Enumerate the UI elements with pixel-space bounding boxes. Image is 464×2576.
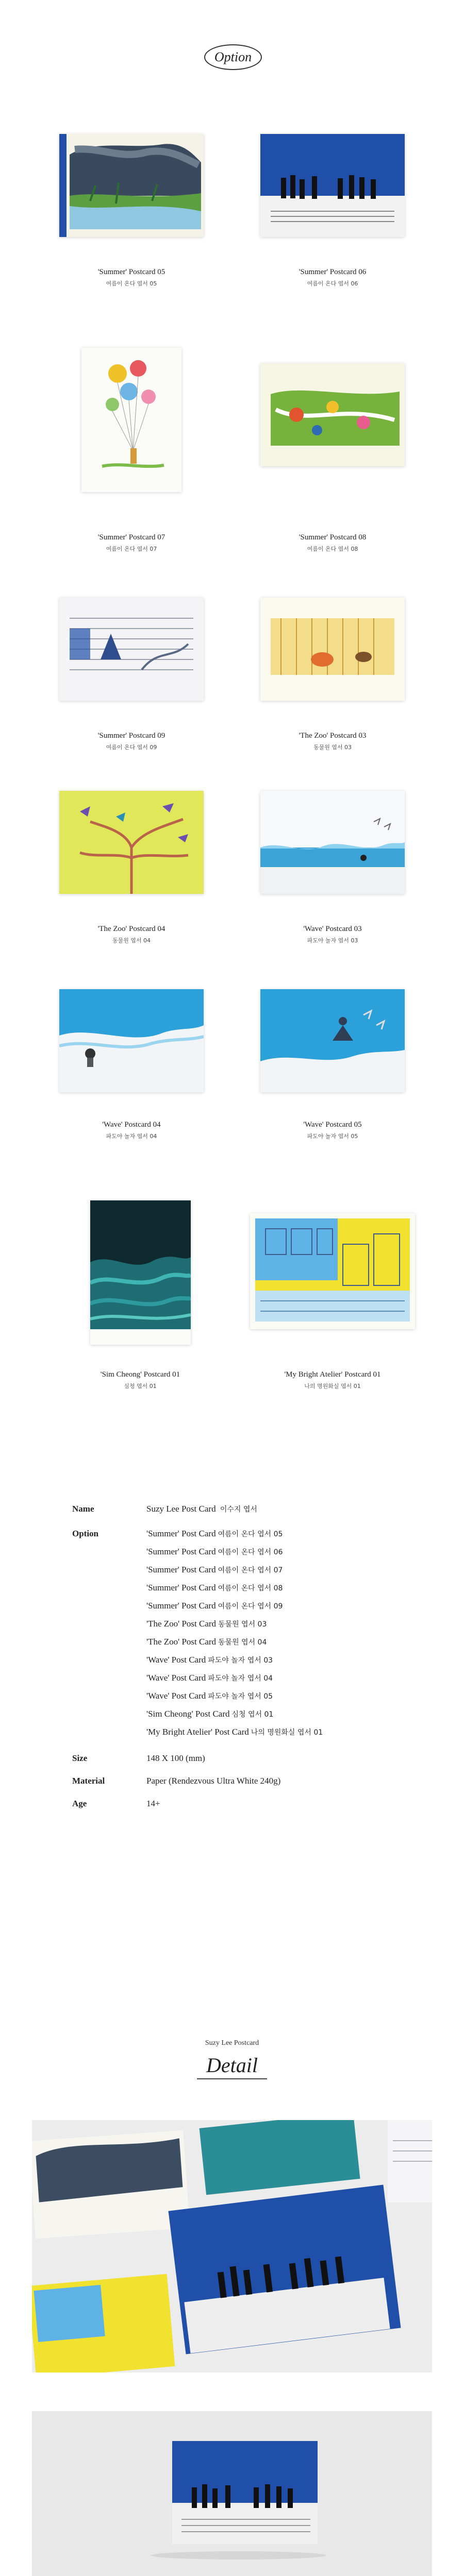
detail-photo-single-image [32,2411,432,2576]
summer-08-artwork [260,363,405,466]
postcard-image-wave-03 [260,791,405,894]
spec-material-row [72,1775,280,1787]
zoo-03-artwork [260,598,405,701]
postcard-caption-en: 'Sim Cheong' Postcard 01 [100,1370,180,1379]
spec-option-en: 'The Zoo' Post Card [146,1619,217,1629]
postcard-image-summer-06 [260,134,405,237]
spec-option-item [146,1669,323,1687]
summer-09-artwork [59,598,204,701]
summer-05-artwork [59,134,204,237]
postcard-caption-en: 'The Zoo' Postcard 04 [97,925,165,933]
spec-option-en: 'The Zoo' Post Card [146,1637,217,1647]
postcard-caption-en: 'Summer' Postcard 05 [97,268,165,276]
spec-option-item [146,1543,323,1561]
postcard-caption-en: 'Summer' Postcard 09 [97,732,165,740]
spec-option-ko: 파도야 놀자 엽서 03 [208,1656,273,1665]
spec-option-en: 'Wave' Post Card [146,1673,206,1683]
postcard-image-my-bright-atelier-01 [250,1213,415,1329]
spec-option-en: 'Summer' Post Card [146,1547,216,1556]
postcard-caption-ko: 여름이 온다 엽서 06 [307,280,358,287]
spec-option-en: 'Summer' Post Card [146,1529,216,1538]
spec-option-item [146,1579,323,1597]
spec-option-ko: 파도야 놀자 엽서 05 [208,1692,273,1701]
spec-option-ko: 여름이 온다 엽서 08 [218,1584,283,1592]
spec-material-value: Paper (Rendezvous Ultra White 240g) [146,1776,281,1786]
wave-05-artwork [260,989,405,1092]
detail-photo-single [32,2411,432,2576]
spec-age-value: 14+ [146,1799,160,1808]
spec-option-item [146,1597,323,1615]
sim-cheong-01-artwork [90,1200,191,1345]
spec-name-value [146,1503,257,1515]
spec-option-en: 'Summer' Post Card [146,1565,216,1574]
spec-option-en: 'Sim Cheong' Post Card [146,1709,230,1719]
spec-option-ko: 여름이 온다 엽서 09 [218,1602,283,1611]
spec-age-label: Age [72,1799,87,1808]
spec-option-ko: 여름이 온다 엽서 05 [218,1530,283,1538]
spec-name-ko: 이수지 엽서 [220,1505,257,1514]
spec-size-label: Size [72,1753,88,1763]
spec-option-en: 'Wave' Post Card [146,1655,206,1665]
summer-06-artwork [260,134,405,237]
postcard-caption-ko: 여름이 온다 엽서 09 [106,744,157,751]
spec-name-label: Name [72,1504,94,1514]
postcard-caption-ko: 여름이 온다 엽서 07 [106,546,157,552]
spec-option-item [146,1705,323,1723]
postcard-caption-en: 'Summer' Postcard 06 [299,268,367,276]
spec-option-ko: 심청 엽서 01 [231,1710,274,1719]
spec-option-item [146,1723,323,1741]
postcard-image-wave-05 [260,989,405,1092]
postcard-caption-en: 'Wave' Postcard 03 [303,925,362,933]
postcard-image-summer-09 [59,598,204,701]
spec-option-item [146,1687,323,1705]
postcard-caption-ko: 여름이 온다 엽서 08 [307,546,358,552]
spec-option-item [146,1651,323,1669]
spec-option-ko: 파도야 놀자 엽서 04 [208,1674,273,1683]
postcard-caption-en: 'Summer' Postcard 07 [97,533,165,541]
postcard-caption-ko: 파도야 놀자 엽서 04 [106,1133,157,1140]
detail-photo-spread [32,2120,432,2372]
spec-option-item [146,1615,323,1633]
postcard-image-zoo-04 [59,791,204,894]
spec-option-ko: 나의 명원화실 엽서 01 [251,1728,323,1737]
spec-option-item [146,1525,323,1543]
postcard-image-sim-cheong-01 [90,1200,191,1345]
spec-option-label: Option [72,1529,99,1538]
postcard-caption-ko: 심청 엽서 01 [124,1383,157,1389]
spec-size-value: 148 X 100 (mm) [146,1753,205,1763]
postcard-caption-en: 'The Zoo' Postcard 03 [299,732,367,740]
postcard-caption-ko: 여름이 온다 엽서 05 [106,280,157,287]
spec-option-en: 'My Bright Atelier' Post Card [146,1727,249,1737]
wave-03-artwork [260,791,405,894]
postcard-caption-en: 'Wave' Postcard 04 [102,1121,161,1129]
spec-option-en: 'Wave' Post Card [146,1691,206,1701]
spec-option-list [146,1525,323,1741]
spec-option-item [146,1561,323,1579]
postcard-image-zoo-03 [260,598,405,701]
summer-07-artwork [81,348,181,492]
postcard-caption-ko: 동물원 엽서 03 [313,744,352,751]
postcard-caption-ko: 파도야 놀자 엽서 05 [307,1133,358,1140]
spec-option-ko: 동물원 엽서 04 [218,1638,267,1647]
detail-photo-spread-image [32,2120,432,2372]
postcard-image-summer-07 [81,348,181,492]
option-badge [204,44,262,70]
postcard-image-summer-05 [59,134,204,237]
postcard-caption-en: 'Wave' Postcard 05 [303,1121,362,1129]
spec-option-item [146,1633,323,1651]
postcard-caption-ko: 동물원 엽서 04 [112,937,151,944]
spec-option-en: 'Summer' Post Card [146,1601,216,1611]
spec-option-ko: 동물원 엽서 03 [218,1620,267,1629]
postcard-image-summer-08 [260,363,405,466]
spec-name-row [72,1503,257,1515]
zoo-04-artwork [59,791,204,894]
spec-age-row [72,1798,160,1809]
detail-subtitle: Suzy Lee Postcard [205,2039,259,2047]
postcard-image-wave-04 [59,989,204,1092]
spec-size-row [72,1753,205,1764]
spec-option-ko: 여름이 온다 엽서 07 [218,1566,283,1574]
spec-material-label: Material [72,1776,105,1786]
detail-title: Detail [206,2054,258,2077]
postcard-caption-en: 'Summer' Postcard 08 [299,533,367,541]
spec-option-ko: 여름이 온다 엽서 06 [218,1548,283,1556]
spec-option-en: 'Summer' Post Card [146,1583,216,1592]
option-badge-label: Option [214,49,252,64]
wave-04-artwork [59,989,204,1092]
postcard-caption-ko: 나의 명원화실 엽서 01 [304,1383,361,1389]
spec-name-en: Suzy Lee Post Card [146,1504,216,1514]
postcard-caption-en: 'My Bright Atelier' Postcard 01 [284,1370,381,1379]
my-bright-atelier-01-artwork [250,1213,415,1329]
spec-option-row [72,1528,323,1741]
postcard-caption-ko: 파도야 놀자 엽서 03 [307,937,358,944]
detail-underline [197,2078,267,2079]
